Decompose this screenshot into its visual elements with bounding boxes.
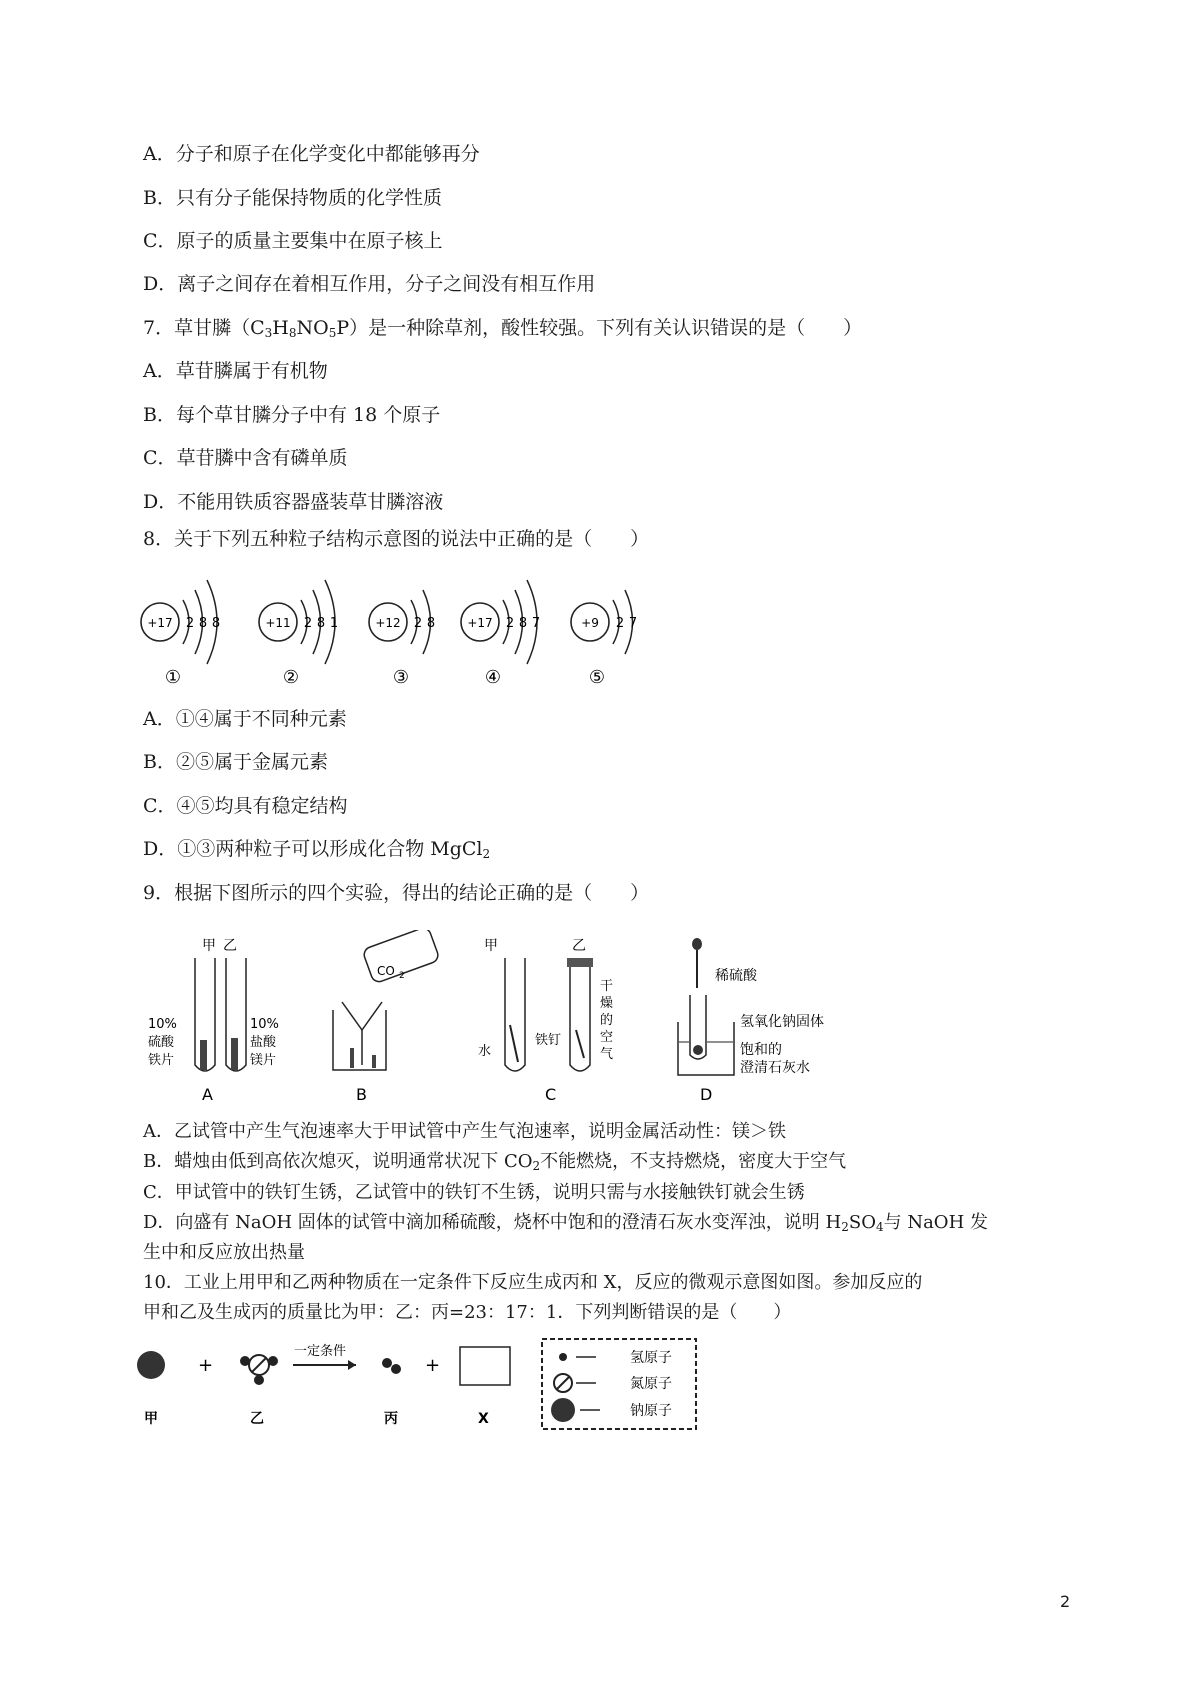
svg-text:+17: +17 [147, 616, 173, 630]
svg-text:水: 水 [478, 1044, 492, 1059]
q8-option-b: B．②⑤属于金属元素 [143, 751, 328, 773]
svg-text:澄清石灰水: 澄清石灰水 [740, 1060, 810, 1076]
svg-text:钠原子: 钠原子 [630, 1403, 672, 1419]
hydrogen-molecule-bing [382, 1358, 401, 1374]
svg-text:甲: 甲 [144, 1411, 158, 1427]
svg-text:+17: +17 [467, 616, 493, 630]
experiment-b [333, 930, 440, 1104]
x-product-box [460, 1347, 510, 1385]
svg-text:的: 的 [600, 1013, 614, 1028]
q6-option-a: A．分子和原子在化学变化中都能够再分 [143, 143, 480, 165]
svg-text:+9: +9 [581, 616, 599, 630]
q7-option-c: C．草苷膦中含有磷单质 [143, 447, 348, 469]
svg-text:+12: +12 [375, 616, 401, 630]
svg-text:乙: 乙 [572, 938, 586, 954]
svg-text:氮原子: 氮原子 [630, 1376, 672, 1392]
q9-option-d-continued: 生中和反应放出热量 [143, 1242, 305, 1263]
svg-text:8: 8 [426, 616, 436, 631]
particle-3 [369, 590, 435, 688]
q10-reaction-diagram [130, 1335, 710, 1435]
svg-text:C: C [545, 1085, 557, 1104]
q8-option-d: D．①③两种粒子可以形成化合物 MgCl$_2$ [143, 838, 491, 861]
q10-stem-line2: 甲和乙及生成丙的质量比为甲：乙：丙=23：17：1．下列判断错误的是（ ） [143, 1302, 792, 1323]
q8-option-a: A．①④属于不同种元素 [143, 708, 347, 730]
svg-text:1: 1 [329, 616, 339, 631]
particle-4 [461, 580, 540, 688]
svg-text:8: 8 [316, 616, 326, 631]
svg-text:2: 2 [399, 971, 405, 981]
q9-option-b: B．蜡烛由低到高依次熄灭，说明通常状况下 $CO_2$不能燃烧，不支持燃烧，密度大于空气 [143, 1151, 847, 1173]
q9-stem: 9．根据下图所示的四个实验，得出的结论正确的是（ ） [143, 882, 650, 904]
q9-experiment-figures [140, 930, 860, 1110]
svg-text:甲: 甲 [484, 938, 498, 954]
svg-text:⑤: ⑤ [588, 667, 606, 688]
svg-text:8: 8 [198, 616, 208, 631]
svg-text:2: 2 [615, 616, 625, 631]
legend-box [542, 1339, 696, 1429]
svg-text:镁片: 镁片 [250, 1053, 277, 1068]
svg-text:7: 7 [531, 616, 541, 631]
svg-text:+: + [425, 1355, 441, 1376]
svg-text:③: ③ [392, 667, 410, 688]
q8-stem: 8．关于下列五种粒子结构示意图的说法中正确的是（ ） [143, 528, 650, 550]
svg-text:2: 2 [413, 616, 423, 631]
page-number: 2 [1060, 1592, 1071, 1611]
svg-text:10%: 10% [148, 1017, 177, 1032]
q9-option-d: D．向盛有 NaOH 固体的试管中滴加稀硫酸，烧杯中饱和的澄清石灰水变浑浊，说明 $H_2SO_4$与 NaOH 发 [143, 1212, 988, 1234]
svg-text:A: A [202, 1085, 213, 1104]
svg-text:2: 2 [303, 616, 313, 631]
svg-text:2: 2 [505, 616, 515, 631]
svg-text:8: 8 [211, 616, 221, 631]
svg-text:8: 8 [518, 616, 528, 631]
svg-text:燥: 燥 [600, 996, 614, 1011]
q6-option-b: B．只有分子能保持物质的化学性质 [143, 187, 442, 209]
svg-text:B: B [356, 1085, 367, 1104]
svg-text:丙: 丙 [384, 1411, 398, 1427]
svg-text:④: ④ [484, 667, 502, 688]
svg-text:乙: 乙 [223, 938, 237, 954]
svg-text:气: 气 [600, 1047, 614, 1062]
q8-particle-diagrams [135, 565, 665, 695]
particle-1 [141, 580, 220, 688]
svg-text:一定条件: 一定条件 [294, 1344, 347, 1359]
svg-text:铁片: 铁片 [148, 1053, 175, 1068]
q9-option-c: C．甲试管中的铁钉生锈，乙试管中的铁钉不生锈，说明只需与水接触铁钉就会生锈 [143, 1182, 805, 1203]
q6-option-c: C．原子的质量主要集中在原子核上 [143, 230, 443, 252]
q6-option-d: D．离子之间存在着相互作用，分子之间没有相互作用 [143, 273, 596, 295]
svg-text:2: 2 [185, 616, 195, 631]
svg-text:盐酸: 盐酸 [250, 1035, 277, 1050]
q7-option-a: A．草苷膦属于有机物 [143, 360, 328, 382]
svg-text:干: 干 [600, 979, 614, 994]
sodium-atom-jia [137, 1351, 165, 1379]
svg-text:氢原子: 氢原子 [630, 1350, 672, 1366]
particle-5 [571, 590, 637, 688]
svg-text:甲: 甲 [202, 938, 216, 954]
experiment-d [678, 938, 824, 1104]
ammonia-molecule [240, 1355, 278, 1385]
svg-text:10%: 10% [250, 1017, 279, 1032]
q9-option-a: A．乙试管中产生气泡速率大于甲试管中产生气泡速率，说明金属活动性：镁＞铁 [143, 1121, 786, 1142]
q7-option-b: B．每个草甘膦分子中有 18 个原子 [143, 404, 441, 426]
svg-text:乙: 乙 [250, 1411, 264, 1427]
svg-text:氢氧化钠固体: 氢氧化钠固体 [740, 1014, 824, 1030]
q7-stem: 7．草甘膦$(C_3H_8NO_5P)$是一种除草剂，酸性较强。下列有关认识错误的是（ ） [143, 317, 863, 340]
svg-text:空: 空 [600, 1030, 614, 1045]
svg-text:+11: +11 [265, 616, 291, 630]
q10-stem-line1: 10．工业上用甲和乙两种物质在一定条件下反应生成丙和 X，反应的微观示意图如图。参加反应的 [143, 1272, 923, 1293]
svg-text:铁钉: 铁钉 [535, 1033, 562, 1048]
svg-text:①: ① [164, 667, 182, 688]
svg-text:CO: CO [377, 964, 395, 978]
svg-text:②: ② [282, 667, 300, 688]
svg-text:饱和的: 饱和的 [740, 1042, 782, 1058]
svg-text:X: X [478, 1411, 489, 1427]
q8-option-c: C．④⑤均具有稳定结构 [143, 795, 348, 817]
q7-option-d: D．不能用铁质容器盛装草甘膦溶液 [143, 491, 444, 513]
particle-2 [259, 580, 338, 688]
svg-text:7: 7 [628, 616, 638, 631]
svg-text:+: + [198, 1355, 214, 1376]
experiment-a [148, 938, 279, 1104]
svg-text:D: D [700, 1085, 713, 1104]
svg-text:硫酸: 硫酸 [148, 1035, 175, 1050]
experiment-c [478, 938, 613, 1104]
svg-text:稀硫酸: 稀硫酸 [715, 968, 757, 984]
